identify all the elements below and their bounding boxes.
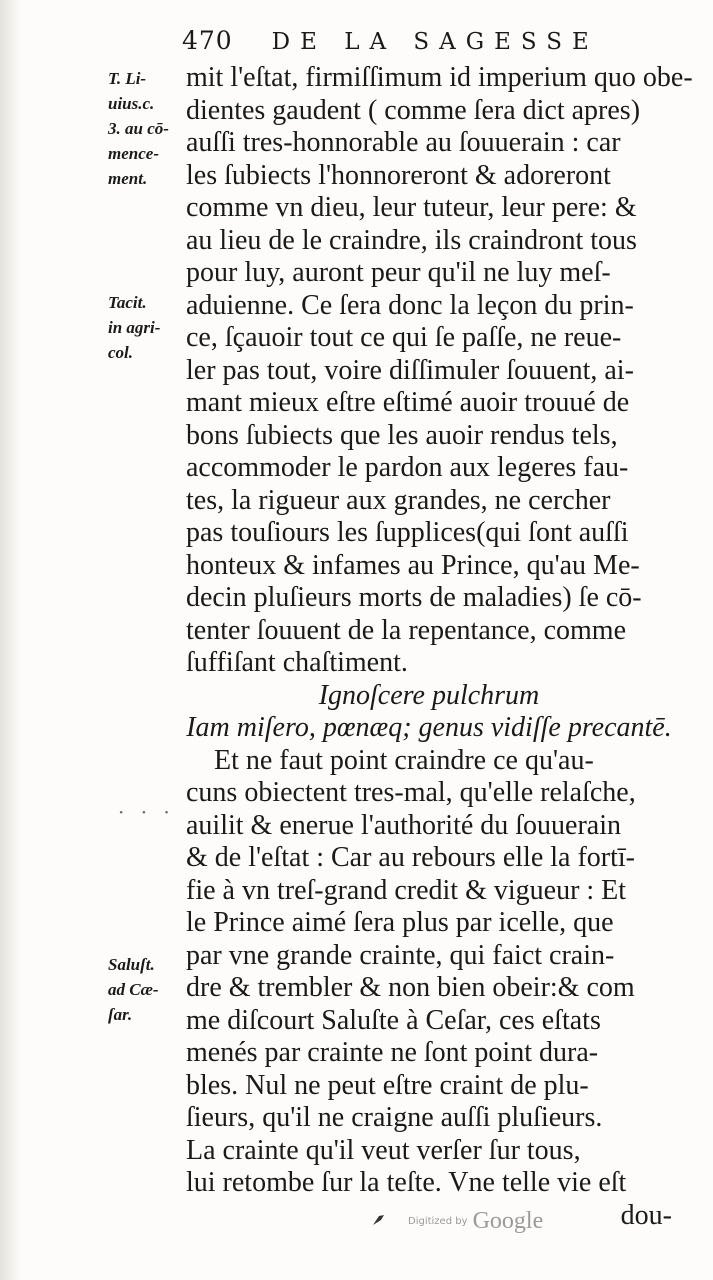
watermark-prefix: Digitized by (408, 1216, 468, 1227)
margin-note-livius (108, 66, 184, 191)
text-line: comme vn dieu, leur tuteur, leur pere: & (186, 192, 637, 223)
text-line: dre & trembler & non bien obeir:& com (186, 972, 635, 1003)
text-line: au lieu de le craindre, ils craindront tous (186, 224, 637, 256)
catchword: dou- (620, 1199, 672, 1231)
text-line: le Prince aimé ſera plus par icelle, que (186, 907, 614, 938)
running-title: DE LA SAGESSE (271, 29, 599, 55)
text-line: tes, la rigueur aux grandes, ne cercher (186, 484, 611, 516)
margin-note-line: Tacit. (108, 293, 147, 312)
text-line: auſſi tres-honnorable au ſouuerain : car (186, 127, 621, 158)
verse-line: Iam miſero, pœnæq; genus vidiſſe precantē. (186, 712, 672, 743)
text-line: aduienne. Ce ſera donc la leçon du prin- (186, 289, 634, 321)
margin-note-line: in agri- (108, 318, 161, 337)
page-number: 470 (182, 26, 233, 55)
text-line: menés par crainte ne ſont point dura- (186, 1037, 599, 1068)
text-line: mant mieux eſtre eſtimé auoir trouué de (186, 387, 630, 418)
text-line: bons ſubiects que les auoir rendus tels, (186, 419, 618, 451)
text-line: & de l'eſtat : Car au rebours elle la fortī- (186, 842, 635, 873)
text-line: pour luy, auront peur qu'il ne luy meſ- (186, 257, 611, 288)
margin-note-line: T. Li- (108, 69, 147, 88)
margin-note-line: 3. au cō- (108, 119, 169, 138)
text-line: me diſcourt Saluſte à Ceſar, ces eſtats (186, 1004, 601, 1036)
text-line: ſuffiſant chaſtiment. (186, 647, 408, 678)
text-line: accommoder le pardon aux legeres fau- (186, 452, 629, 483)
page-gutter (0, 0, 22, 1280)
text-line: fie à vn treſ-grand credit & vigueur : Et (186, 874, 627, 906)
margin-note-tacitus (108, 290, 184, 365)
text-line: ſieurs, qu'il ne craigne auſſi pluſieurs. (186, 1102, 603, 1133)
text-line: honteux & infames au Prince, qu'au Me- (186, 549, 640, 581)
text-line: auilit & enerue l'authorité du ſouuerain (186, 809, 622, 841)
text-line: decin pluſieurs morts de maladies) ſe cō- (186, 582, 642, 613)
margin-note-sallust (108, 952, 184, 1027)
ink-blot-icon (372, 1214, 386, 1226)
text-line: pas touſiours les ſupplices(qui ſont auſſi (186, 517, 629, 548)
margin-note-line: ad Cæ- (108, 980, 159, 999)
digitized-watermark (408, 1208, 543, 1235)
text-line: les ſubiects l'honnoreront & adoreront (186, 159, 611, 191)
margin-note-line: Saluſt. (108, 955, 155, 974)
running-header (182, 26, 662, 58)
text-line: La crainte qu'il veut verſer ſur tous, (186, 1134, 581, 1166)
margin-note-line: ſar. (108, 1005, 133, 1024)
margin-note-line: ment. (108, 169, 148, 188)
text-line: bles. Nul ne peut eſtre craint de plu- (186, 1069, 589, 1101)
verse-line: Ignoſcere pulchrum (318, 679, 540, 711)
text-line: Et ne faut point craindre ce qu'au- (214, 744, 594, 776)
text-line: tenter ſouuent de la repentance, comme (186, 614, 627, 646)
body-text (186, 62, 693, 1232)
text-line: ler pas tout, voire diſſimuler ſouuent, ai- (186, 354, 634, 386)
text-line: lui retombe ſur la teſte. Vne telle vie eſt (186, 1167, 627, 1198)
margin-note-line: col. (108, 343, 134, 362)
text-line: cuns obiectent tres-mal, qu'elle relaſche, (186, 777, 636, 808)
text-line: ce, ſçauoir tout ce qui ſe paſſe, ne reue- (186, 322, 622, 353)
google-logo: Google (472, 1208, 544, 1234)
margin-note-line: mence- (108, 144, 159, 163)
text-line: dientes gaudent ( comme ſera dict apres) (186, 94, 641, 126)
text-line: mit l'eſtat, firmiſſimum id imperium quo obe- (186, 62, 693, 93)
margin-note-line: uius.c. (108, 94, 155, 113)
text-line: par vne grande crainte, qui faict crain- (186, 939, 615, 971)
stray-ink-dots: · · · (118, 800, 175, 824)
